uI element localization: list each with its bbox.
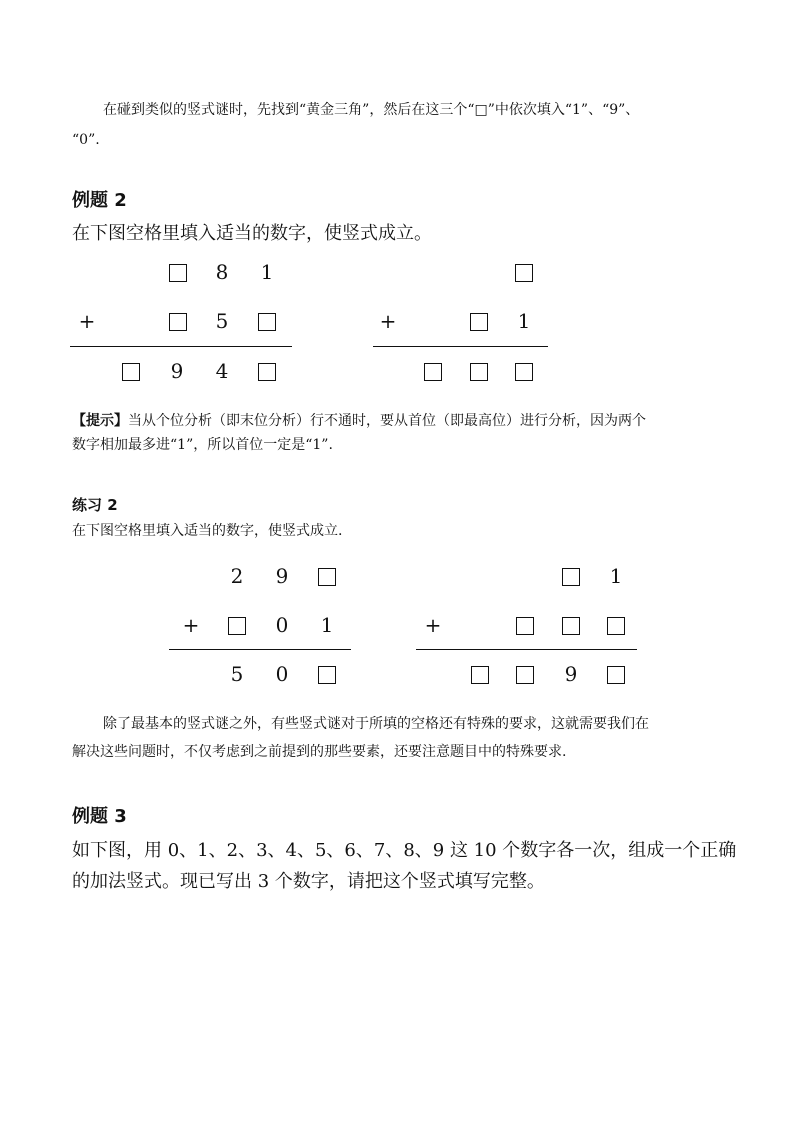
blank-box <box>607 617 625 635</box>
blank-box <box>515 363 533 381</box>
sum-line <box>70 346 292 347</box>
plus-sign: + <box>182 613 200 637</box>
hint-label: 【提示】 <box>72 413 128 429</box>
digit-cell: 1 <box>320 613 334 637</box>
sum-line <box>169 649 351 650</box>
transition-line-2: 解决这些问题时，不仅考虑到之前提到的那些要素，还要注意题目中的特殊要求. <box>72 744 567 760</box>
digit-cell: 2 <box>230 564 244 588</box>
blank-box <box>318 666 336 684</box>
blank-box <box>258 363 276 381</box>
digit-cell: 9 <box>564 662 578 686</box>
intro-line-1: 在碰到类似的竖式谜时，先找到“黄金三角”，然后在这三个“□”中依次填入“1”、“9”、 <box>103 102 640 118</box>
blank-box <box>424 363 442 381</box>
blank-box <box>228 617 246 635</box>
sum-line <box>373 346 548 347</box>
blank-box <box>470 363 488 381</box>
hint-text: 当从个位分析（即末位分析）行不通时，要从首位（即最高位）进行分析，因为两个 <box>128 413 646 429</box>
digit-cell: 9 <box>275 564 289 588</box>
blank-box <box>470 313 488 331</box>
digit-cell: 5 <box>230 662 244 686</box>
digit-cell: 9 <box>170 359 184 383</box>
digit-cell: 5 <box>215 309 229 333</box>
example-3-line-1: 如下图，用 0、1、2、3、4、5、6、7、8、9 这 10 个数字各一次，组成一个正确 <box>72 840 737 861</box>
digit-cell: 0 <box>275 662 289 686</box>
digit-cell: 0 <box>275 613 289 637</box>
blank-box <box>122 363 140 381</box>
example-2-question: 在下图空格里填入适当的数字，使竖式成立。 <box>72 223 432 244</box>
blank-box <box>471 666 489 684</box>
digit-cell: 1 <box>609 564 623 588</box>
plus-sign: + <box>424 613 442 637</box>
blank-box <box>516 617 534 635</box>
example-3-title: 例题 3 <box>72 806 127 827</box>
blank-box <box>515 264 533 282</box>
hint-line-2: 数字相加最多进“1”，所以首位一定是“1”. <box>72 437 333 453</box>
blank-box <box>318 568 336 586</box>
example-2-title: 例题 2 <box>72 190 127 211</box>
transition-line-1: 除了最基本的竖式谜之外，有些竖式谜对于所填的空格还有特殊的要求，这就需要我们在 <box>103 716 649 732</box>
blank-box <box>169 313 187 331</box>
digit-cell: 1 <box>517 309 531 333</box>
digit-cell: 8 <box>215 260 229 284</box>
digit-cell: 1 <box>260 260 274 284</box>
blank-box <box>562 568 580 586</box>
plus-sign: + <box>379 309 397 333</box>
plus-sign: + <box>78 309 96 333</box>
blank-box <box>607 666 625 684</box>
example-3-line-2: 的加法竖式。现已写出 3 个数字，请把这个竖式填写完整。 <box>72 871 545 892</box>
blank-box <box>562 617 580 635</box>
practice-2-question: 在下图空格里填入适当的数字，使竖式成立. <box>72 523 343 539</box>
practice-2-title: 练习 2 <box>72 496 118 514</box>
sum-line <box>416 649 637 650</box>
blank-box <box>258 313 276 331</box>
intro-line-2: “0”. <box>72 132 100 148</box>
digit-cell: 4 <box>215 359 229 383</box>
blank-box <box>516 666 534 684</box>
blank-box <box>169 264 187 282</box>
